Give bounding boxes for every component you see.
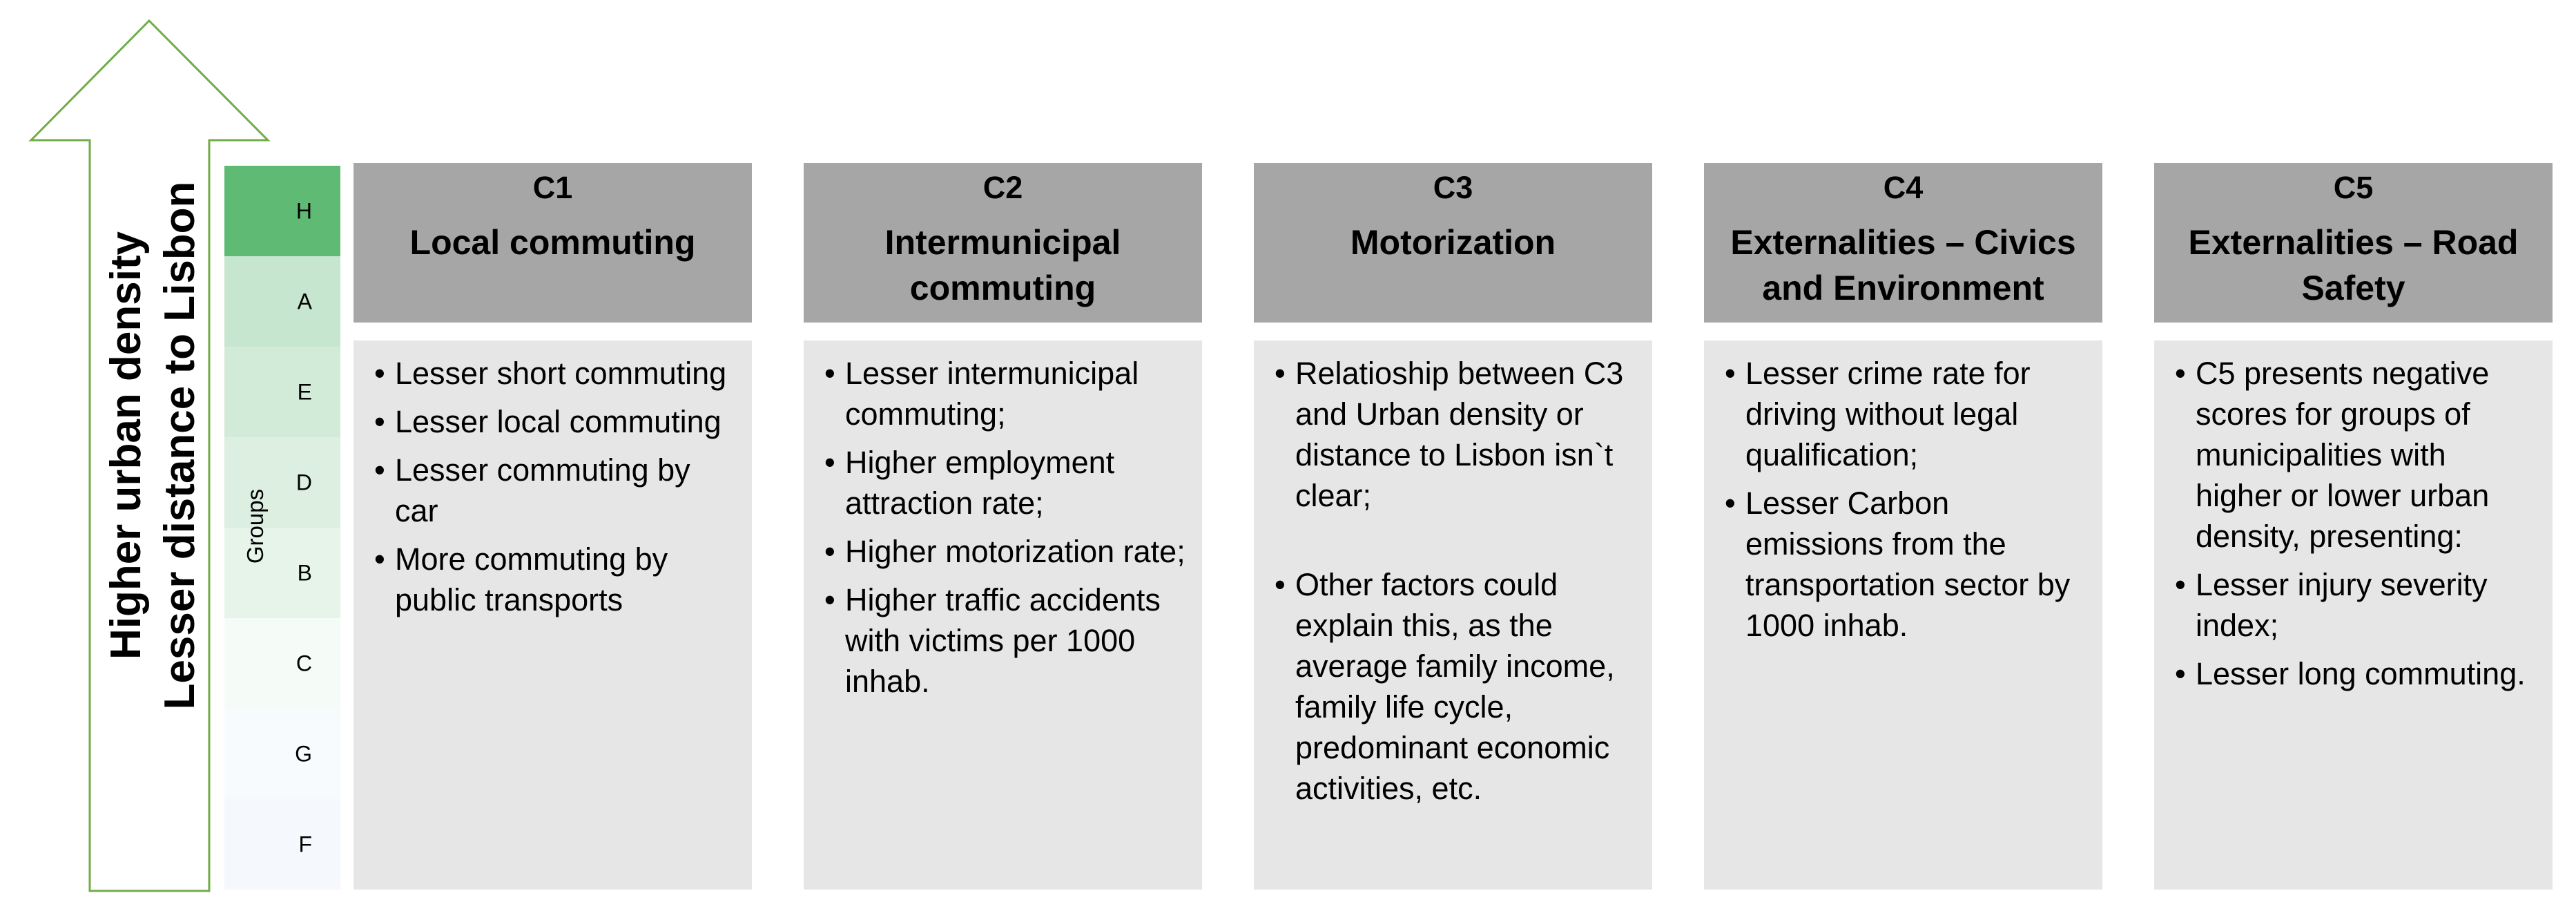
bullet-item: • Lesser Carbon emissions from the transportation sector by 1000 inhab. [1725, 483, 2087, 646]
bullet-item: • Higher traffic accidents with victims per 1000 inhab. [824, 579, 1187, 702]
group-cell [224, 709, 340, 799]
group-cell [224, 347, 340, 437]
column-code: C2 [982, 170, 1023, 205]
bullet-item: • Other factors could explain this, as the average family income, family life cycle, predominant economic activities, etc. [1275, 564, 1637, 809]
column-title: Motorization [1350, 223, 1556, 262]
bullet-list [824, 353, 1187, 702]
column-header [1704, 163, 2102, 323]
groups-title: Groups [242, 488, 268, 564]
column-body [354, 340, 752, 890]
column-title: Externalities – Civics and Environment [1730, 223, 2076, 307]
column-body [1254, 340, 1652, 890]
column-body [1704, 340, 2102, 890]
group-cell [224, 618, 340, 709]
group-label: B [297, 560, 312, 585]
bullet-list [1725, 353, 2087, 646]
arrow-label-line-2: Lesser distance to Lisbon [156, 181, 204, 710]
group-label: H [296, 198, 312, 223]
column-header [804, 163, 1202, 323]
column-code: C4 [1883, 170, 1924, 205]
column-code: C5 [2333, 170, 2374, 205]
column-body [2154, 340, 2553, 890]
bullet-list [1275, 353, 1637, 809]
bullet-item: • Lesser long commuting. [2175, 653, 2537, 694]
column-c3 [1254, 163, 1652, 890]
column-c4 [1704, 163, 2102, 890]
column-title: Externalities – Road Safety [2188, 223, 2519, 307]
group-label: C [296, 651, 312, 675]
bullet-item: • Lesser injury severity index; [2175, 564, 2537, 646]
group-cell [224, 799, 340, 890]
column-code: C3 [1433, 170, 1473, 205]
column-title: Intermunicipal commuting [884, 223, 1121, 307]
group-label: D [296, 470, 312, 494]
bullet-item: • Lesser intermunicipal commuting; [824, 353, 1187, 434]
column-header [354, 163, 752, 323]
bullet-list [374, 353, 737, 620]
column-code: C1 [532, 170, 573, 205]
bullet-item: • Higher employment attraction rate; [824, 442, 1187, 524]
bullet-item: • Lesser local commuting [374, 401, 737, 442]
column-body [804, 340, 1202, 890]
column-header [1254, 163, 1652, 323]
bullet-item: • Lesser crime rate for driving without legal qualification; [1725, 353, 2087, 475]
group-label: E [297, 379, 312, 404]
group-label: G [295, 741, 312, 766]
column-header [2154, 163, 2553, 323]
group-cell [224, 256, 340, 347]
column-c5 [2154, 163, 2553, 890]
bullet-list [2175, 353, 2537, 694]
arrow-label [99, 100, 207, 791]
bullet-item: • Lesser short commuting [374, 353, 737, 394]
group-label: F [298, 832, 312, 856]
group-cell [224, 166, 340, 256]
column-title: Local commuting [409, 223, 696, 262]
bullet-item: • C5 presents negative scores for groups of municipalities with higher or lower urban density, presenting: [2175, 353, 2537, 557]
column-c1 [354, 163, 752, 890]
column-c2 [804, 163, 1202, 890]
group-label: A [297, 289, 312, 314]
arrow-label-line-1: Higher urban density [102, 231, 150, 660]
bullet-item: • Relatioship between C3 and Urban density or distance to Lisbon isn`t clear; [1275, 353, 1637, 516]
bullet-item: • Higher motorization rate; [824, 531, 1187, 572]
bullet-item: • Lesser commuting by car [374, 450, 737, 531]
bullet-item: • More commuting by public transports [374, 539, 737, 620]
